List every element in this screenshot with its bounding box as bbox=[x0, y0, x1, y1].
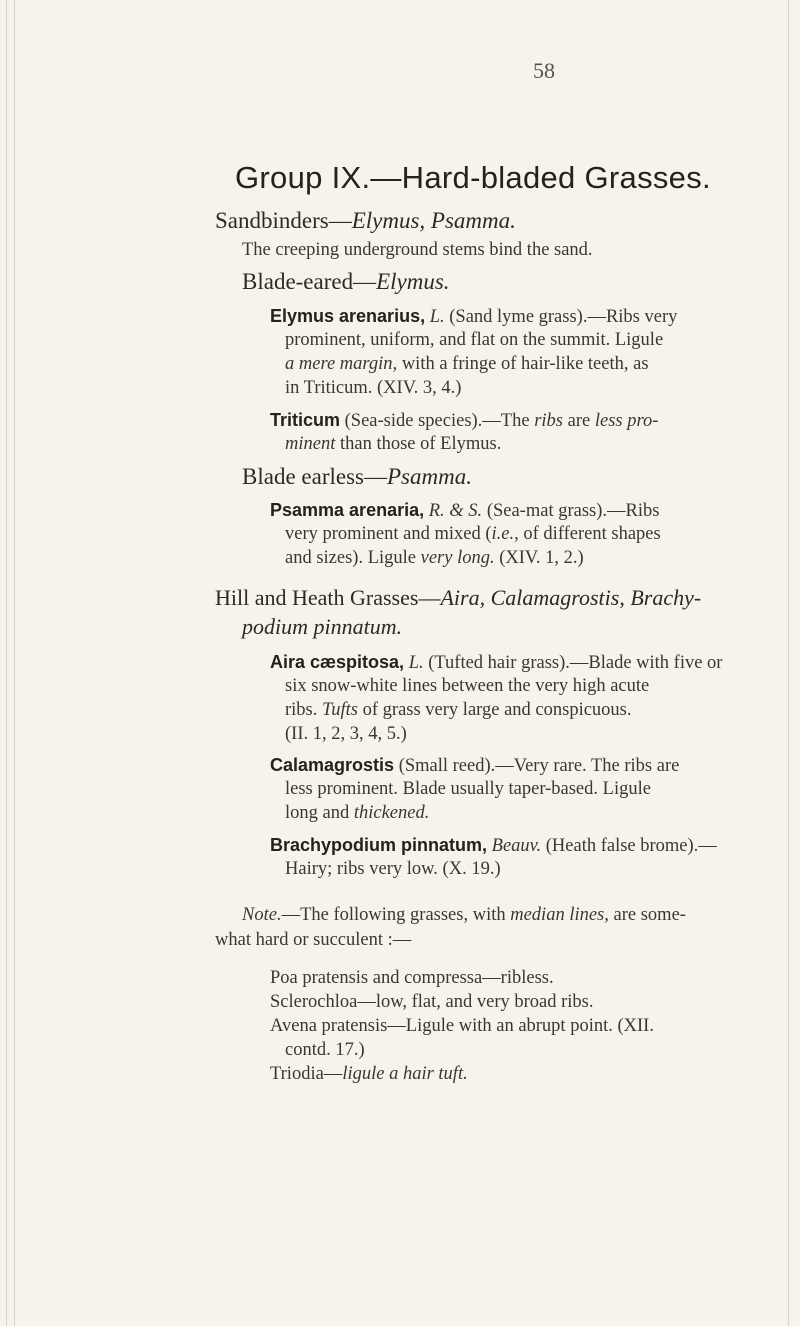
group-title: Group IX.—Hard-bladed Grasses. bbox=[235, 160, 711, 195]
brachypodium-entry-line-2: Hairy; ribs very low. (X. 19.) bbox=[285, 859, 501, 879]
triticum-entry-line-2: minent than those of Elymus. bbox=[285, 434, 502, 454]
psamma-entry-line-3: and sizes). Ligule very long. (XIV. 1, 2.) bbox=[285, 548, 584, 568]
psamma-entry-line-2: very prominent and mixed (i.e., of different shapes bbox=[285, 524, 661, 544]
hill-heath-heading-line-2: podium pinnatum. bbox=[242, 614, 403, 639]
blade-eared-heading: Blade-eared—Elymus. bbox=[242, 269, 450, 294]
aira-entry-line-2: six snow-white lines between the very high acute bbox=[285, 676, 650, 696]
page-edge-line bbox=[14, 0, 15, 1326]
aira-entry-line-1: Aira cæspitosa, L. (Tufted hair grass).—Blade with five or bbox=[270, 652, 723, 673]
psamma-entry-line-1: Psamma arenaria, R. & S. (Sea-mat grass).—Ribs bbox=[270, 500, 660, 521]
sandbinders-heading: Sandbinders—Elymus, Psamma. bbox=[215, 208, 516, 233]
poa-entry: Poa pratensis and compressa—ribless. bbox=[270, 968, 554, 988]
note-line-2: what hard or succulent :— bbox=[215, 930, 412, 950]
calamagrostis-entry-line-2: less prominent. Blade usually taper-based. Ligule bbox=[285, 779, 651, 799]
elymus-entry-line-3: a mere margin, with a fringe of hair-like teeth, as bbox=[285, 354, 649, 374]
blade-earless-heading: Blade earless—Psamma. bbox=[242, 464, 472, 489]
page-number: 58 bbox=[533, 58, 555, 83]
calamagrostis-entry-line-3: long and thickened. bbox=[285, 803, 430, 823]
sclerochloa-entry: Sclerochloa—low, flat, and very broad ribs. bbox=[270, 992, 594, 1012]
aira-entry-line-4: (II. 1, 2, 3, 4, 5.) bbox=[285, 724, 407, 744]
page-edge-line bbox=[788, 0, 789, 1326]
elymus-entry-line-4: in Triticum. (XIV. 3, 4.) bbox=[285, 378, 462, 398]
elymus-entry-line-1: Elymus arenarius, L. (Sand lyme grass).—Ribs very bbox=[270, 306, 678, 327]
triticum-entry-line-1: Triticum (Sea-side species).—The ribs are less pro- bbox=[270, 410, 659, 431]
elymus-entry-line-2: prominent, uniform, and flat on the summit. Ligule bbox=[285, 330, 664, 350]
page-edge-line bbox=[6, 0, 7, 1326]
avena-entry-line-1: Avena pratensis—Ligule with an abrupt point. (XII. bbox=[270, 1016, 654, 1036]
note-line-1: Note.—The following grasses, with median lines, are some- bbox=[242, 905, 686, 925]
sandbinders-description: The creeping underground stems bind the sand. bbox=[242, 240, 593, 260]
avena-entry-line-2: contd. 17.) bbox=[285, 1040, 365, 1060]
brachypodium-entry-line-1: Brachypodium pinnatum, Beauv. (Heath false brome).— bbox=[270, 835, 717, 856]
calamagrostis-entry-line-1: Calamagrostis (Small reed).—Very rare. The ribs are bbox=[270, 755, 680, 776]
aira-entry-line-3: ribs. Tufts of grass very large and conspicuous. bbox=[285, 700, 632, 720]
hill-heath-heading-line-1: Hill and Heath Grasses—Aira, Calamagrostis, Brachy- bbox=[215, 585, 702, 610]
triodia-entry: Triodia—ligule a hair tuft. bbox=[270, 1064, 468, 1084]
